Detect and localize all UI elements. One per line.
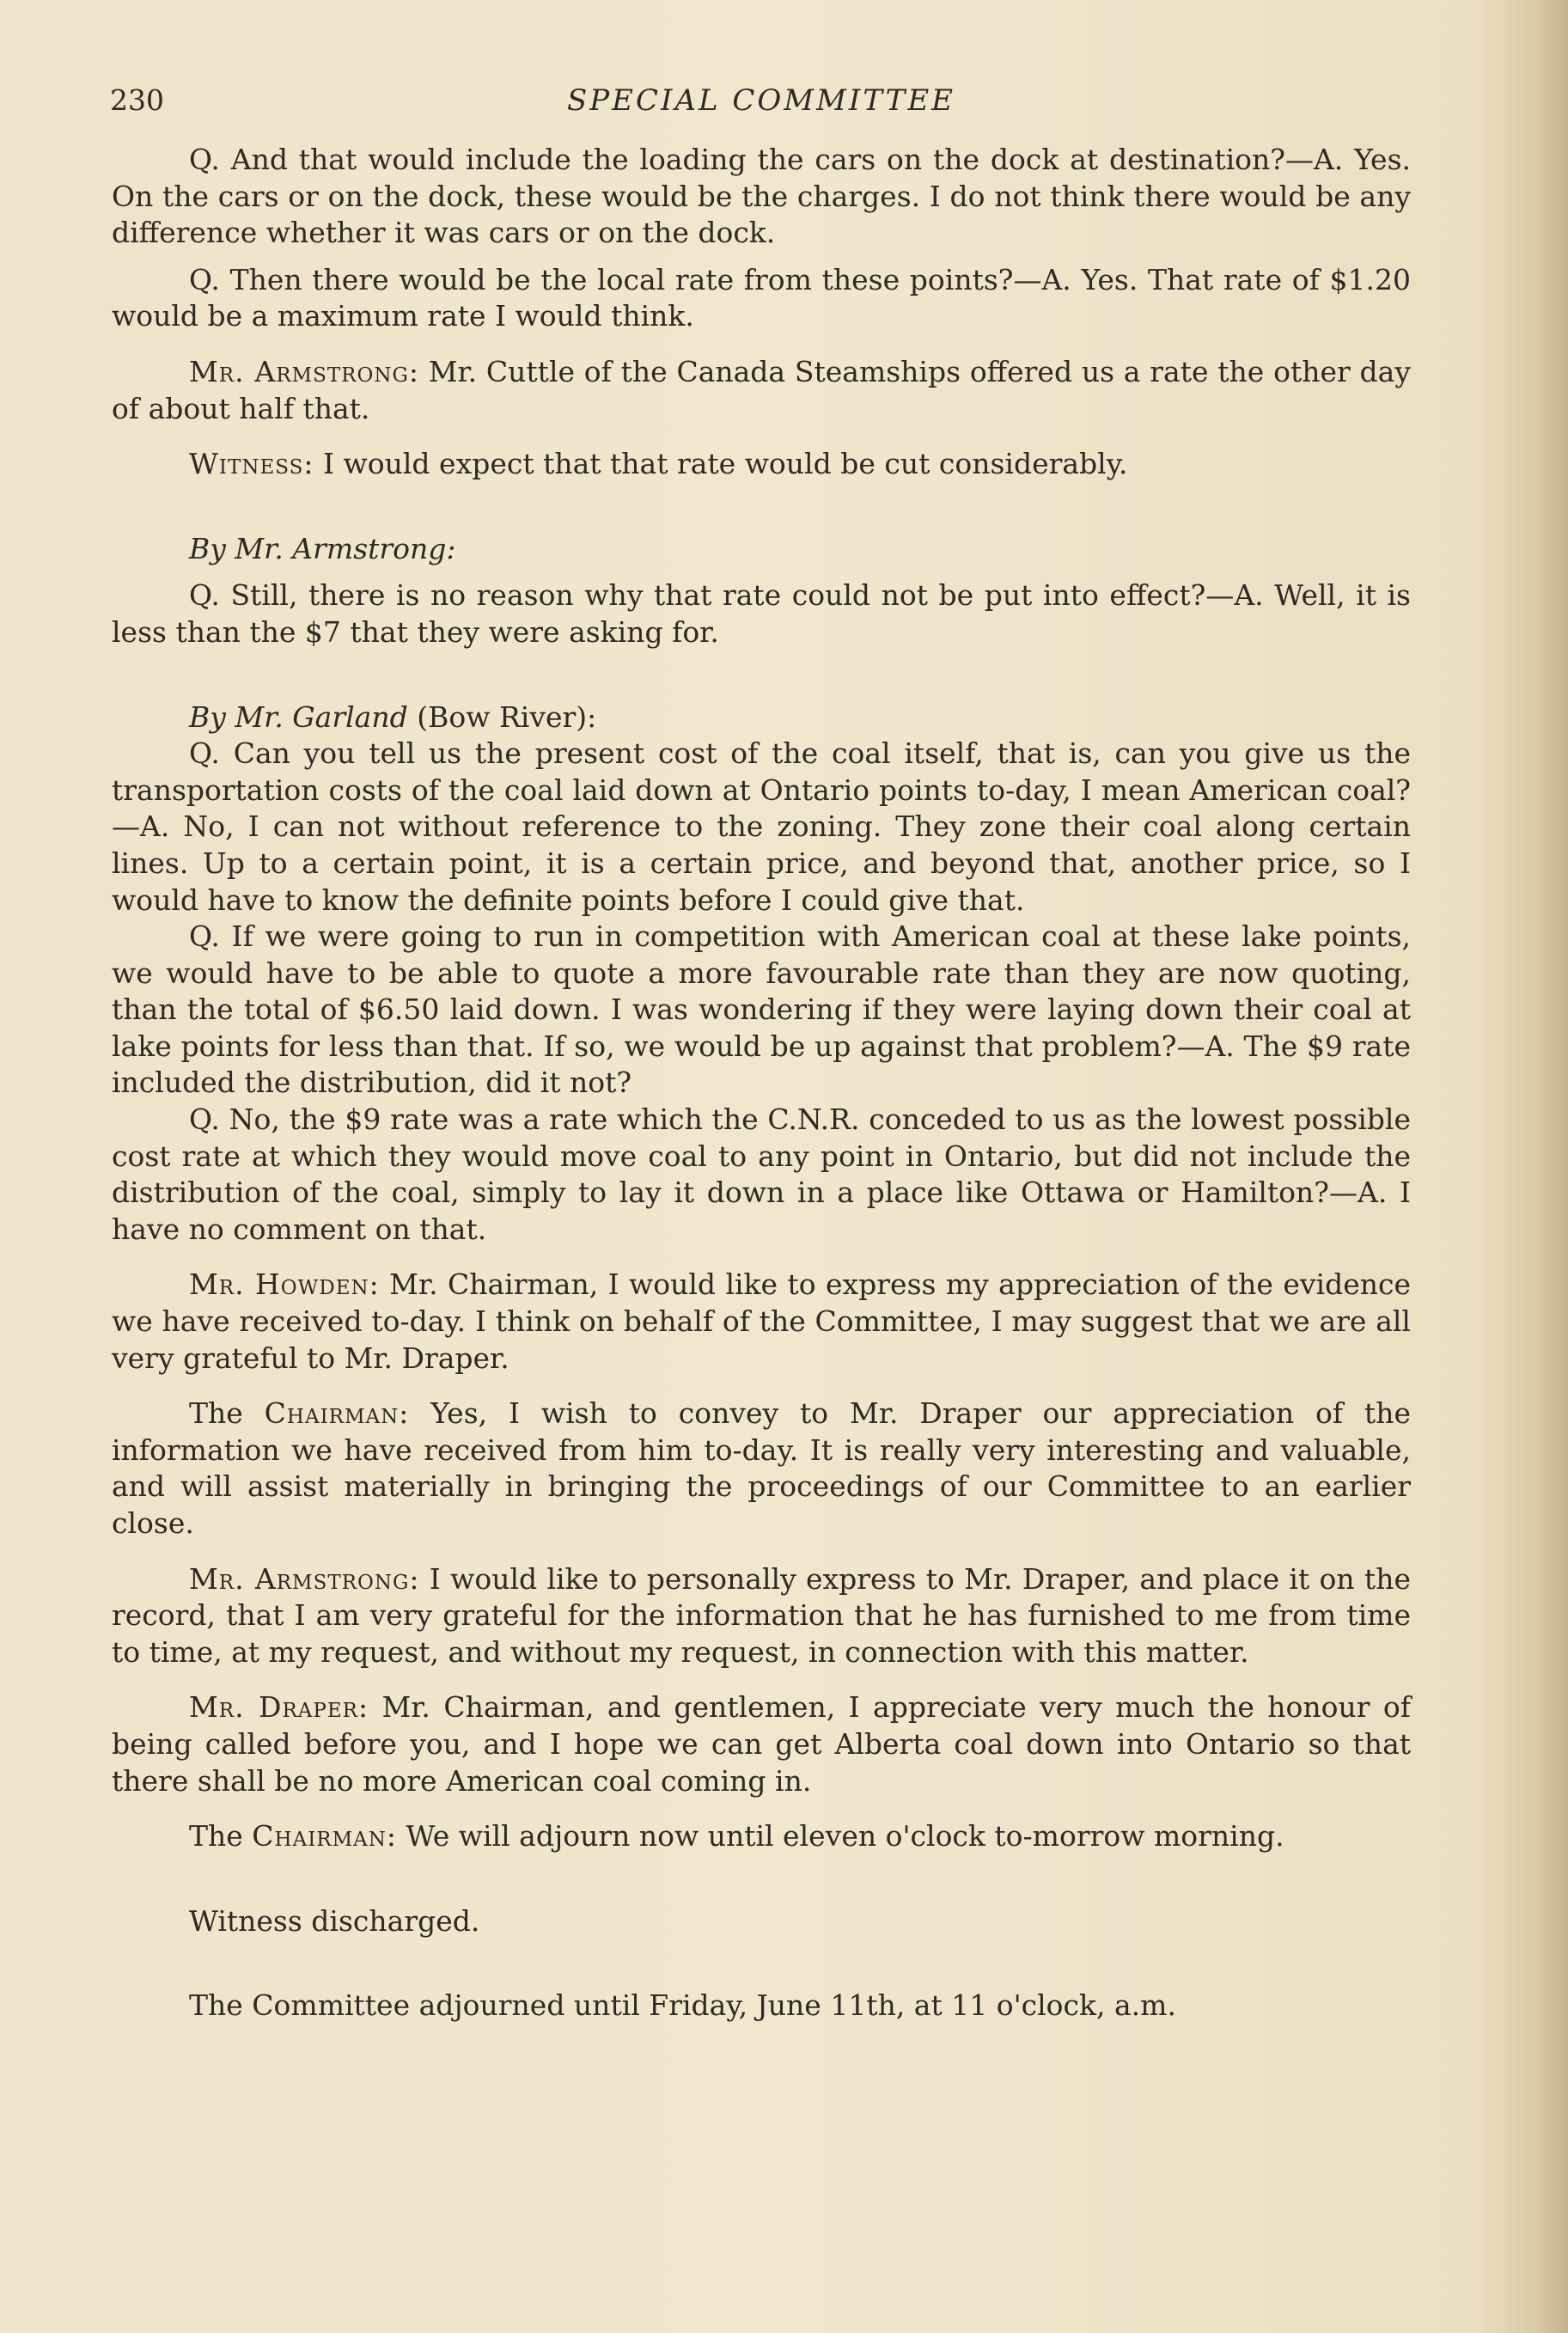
paragraph-text: I would like to personally express to Mr. Draper, and place it on the record, that I am very grateful for the information that he has furnished to me from time to time, at my request, and without my request, in connection with this matter.	[112, 1561, 1411, 1669]
speaker-name: Mr. Armstrong:	[189, 1561, 420, 1596]
paragraph-text: We will adjourn now until eleven o'clock to-morrow morning.	[397, 1819, 1284, 1854]
speaker-paragraph	[112, 446, 1411, 483]
closing-note: The Committee adjourned until Friday, June 11th, at 11 o'clock, a.m.	[189, 1988, 1176, 2023]
speaker-paragraph	[112, 1267, 1411, 1377]
page-body	[112, 142, 1411, 2025]
paragraph-text: Mr. Cuttle of the Canada Steamships offered us a rate the other day of about half that.	[112, 354, 1411, 425]
speaker-paragraph	[112, 1396, 1411, 1542]
paragraph: Q. Then there would be the local rate from these points?—A. Yes. That rate of $1.20 would be a maximum rate I would think.	[112, 262, 1411, 333]
speaker-name: Witness:	[189, 447, 314, 481]
examiner-name: By Mr. Garland	[189, 699, 408, 734]
paragraph-text: Yes, I wish to convey to Mr. Draper our appreciation of the information we have received from him to-day. It is really very interesting and valuable, and will assist materially in bringing the proceedings of our Committee to an earlier close.	[112, 1396, 1411, 1540]
paragraph: Q. Can you tell us the present cost of the coal itself, that is, can you give us the transportation costs of the coal laid down at Ontario points to-day, I mean American coal?—A. No, I can not without reference to the zoning. They zone their coal along certain lines. Up to a certain point, it is a certain price, and beyond that, another price, so I would have to know the definite points before I could give that.	[112, 736, 1411, 917]
speaker-paragraph	[112, 1818, 1411, 1855]
running-head: SPECIAL COMMITTEE	[567, 83, 955, 118]
paragraph: Q. Still, there is no reason why that rate could not be put into effect?—A. Well, it is less than the $7 that they were asking for.	[112, 578, 1411, 649]
paragraph: Q. No, the $9 rate was a rate which the C.N.R. conceded to us as the lowest possible cost rate at which they would move coal to any point in Ontario, but did not include the distribution of the coal, simply to lay it down in a place like Ottawa or Hamilton?—A. I have no comment on that.	[112, 1102, 1411, 1246]
paragraph-text: I would expect that that rate would be cut considerably.	[314, 447, 1128, 481]
examiner-heading	[112, 699, 1411, 736]
paragraph-text: Mr. Chairman, and gentlemen, I appreciate very much the honour of being called before you, and I hope we can get Alberta coal down into Ontario so that there shall be no more American coal coming in.	[112, 1690, 1411, 1798]
speaker-paragraph	[112, 1689, 1411, 1799]
speaker-paragraph	[112, 354, 1411, 427]
speaker-name: Mr. Howden:	[189, 1267, 380, 1302]
page-header	[110, 79, 1412, 122]
page-number: 230	[110, 83, 164, 117]
paragraph-text: The	[189, 1396, 265, 1431]
closing-note: Witness discharged.	[189, 1903, 480, 1938]
speaker-name: Mr. Armstrong:	[189, 354, 419, 388]
examiner-riding: (Bow River):	[407, 699, 597, 734]
paragraph: Q. And that would include the loading the cars on the dock at destination?—A. Yes. On the cars or on the dock, these would be the charges. I do not think there would be any difference whether it was cars or on the dock.	[112, 143, 1411, 250]
paragraph-text: Mr. Chairman, I would like to express my appreciation of the evidence we have received to-day. I think on behalf of the Committee, I may suggest that we are all very grateful to Mr. Draper.	[112, 1267, 1411, 1375]
paragraph-text: The	[189, 1819, 253, 1854]
speaker-name: Chairman:	[252, 1819, 398, 1854]
speaker-paragraph	[112, 1561, 1411, 1671]
speaker-name: Chairman:	[264, 1396, 410, 1431]
speaker-name: Mr. Draper:	[189, 1690, 369, 1725]
examiner-heading: By Mr. Armstrong:	[189, 531, 456, 565]
paragraph: Q. If we were going to run in competition with American coal at these lake points, we would have to be able to quote a more favourable rate than they are now quoting, than the total of $6.50 laid down. I was wondering if they were laying down their coal at lake points for less than that. If so, we would be up against that problem?—A. The $9 rate included the distribution, did it not?	[112, 919, 1411, 1100]
